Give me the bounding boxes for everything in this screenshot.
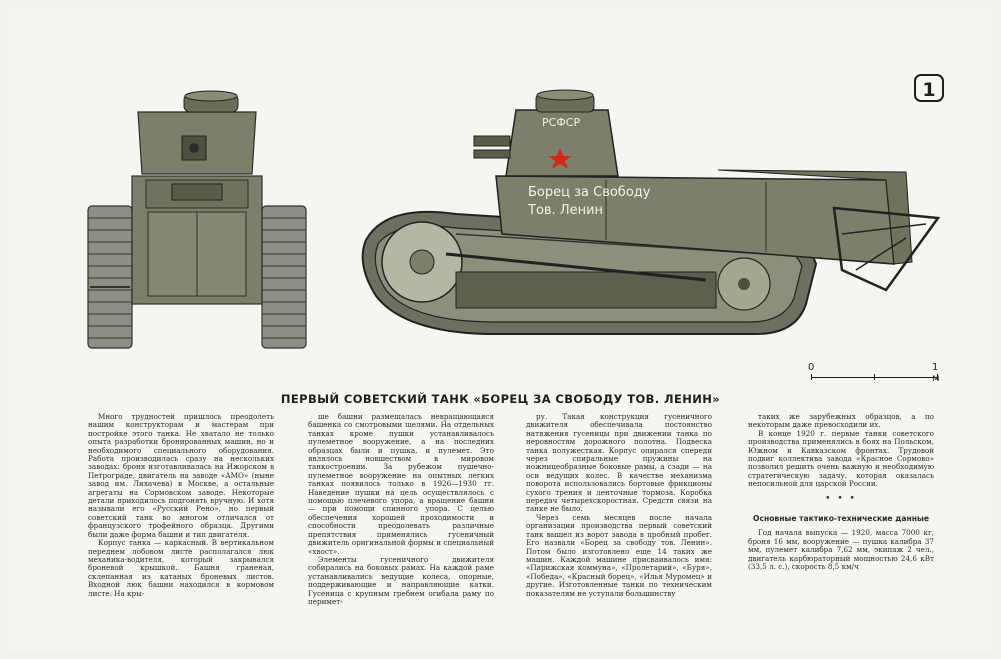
scale-bar [808,362,948,386]
paragraph: Элементы гусеничного движителя собирались на боковых рамах. На каждой раме устанавливались ведущие колеса, опорные, поддерживающие и направляющие катки. Гусеница с крупным гребнем огибала раму по перимет- [308,554,494,606]
front-turret [138,91,256,174]
paragraph: таких же зарубежных образцов, а по некоторым даже превосходили их. [748,412,934,430]
turret-marking-text: РСФСР [542,116,581,129]
tank-side-view-illustration [346,84,942,356]
text-column-2 [308,413,494,606]
scale-tick [937,374,938,380]
plate-number-badge: 1 [914,74,944,102]
specs-heading: Основные тактико-технические данные [753,514,929,524]
paragraph: ру. Такая конструкция гусеничного движителя обеспечивала постоянство натяжения гусеницы при движении танка по неровностям дорожного полотна. Подвеска танка полужесткая. Корпус опирался спереди через спиральные пружины на ножницеобразные боковые рамы, а сзади — на оси ведущих колес. В качестве механизма поворота использовались бортовые фрикционы сухого трения и ленточные тормоза. Коробка передач четырехскоростная. Средств связи на танке не было. [526,412,712,514]
paragraph: Много трудностей пришлось преодолеть нашим конструкторам и мастерам при постройке этого танка. Не хватало не только опыта разработки бронированных машин, но и необходимого специального оборудования. Работа производилась сразу на нескольких заводах: броня изготавливалась на Ижорском в Петрограде, двигатель на заводе «АМО» (ныне завод им. Лихачева) в Москве, а остальные агрегаты на Сормовском заводе. Некоторые детали приходилось подгонять вручную. И хотя называли его «Русский Рено», но первый советский танк во многом отличался от французского трофейного образца. Другими были даже форма башни и тип двигателя. [88,412,274,539]
hull-marking-line-1: Борец за Свободу [528,185,651,200]
scale-tick [811,374,812,380]
right-track [262,206,306,348]
paragraph: Через семь месяцев после начала организации производства первый советский танк вышел из ворот завода в пробный пробег. Его назвали «Борец за свободу тов. Ленин». Потом было изготовлено еще 14 таких же машин. Каждой машине присваивалось имя: «Парижская коммуна», «Пролетарий», «Буря», «Победа», «Красный борец», «Илья Муромец» и другие. Изготовленные танки по техническим показателям не уступали большинству [526,512,712,598]
paragraph: Корпус танка — каркасный. В вертикальном переднем лобовом листе располагался люк механика-водителя, который закрывался броневой крышкой. Башня граненая, склепанная из катаных броневых листов. Входной люк башни находился в кормовом листе. На кры- [88,538,274,598]
plate-sheet [8,8,993,651]
scale-end-label: 1 м [932,362,940,384]
front-hull [132,176,262,304]
hull-marking-line-2: Тов. Ленин [528,203,604,218]
scale-start-label: 0 [808,362,815,373]
page-title: ПЕРВЫЙ СОВЕТСКИЙ ТАНК «БОРЕЦ ЗА СВОБОДУ ТОВ. ЛЕНИН» [280,392,721,406]
text-column-3 [526,413,712,598]
paragraph: В конце 1920 г. первые танки советского производства применялись в боях на Польском, Южном и Кавказском фронтах. Трудовой подвиг коллектива завода «Красное Сормово» позволил решить очень важную и необходимую стратегическую задачу, которая оказалась непосильной для царской России. [748,428,934,489]
text-column-1 [88,413,274,598]
left-track [88,206,132,348]
tank-front-view-illustration [86,88,308,354]
paragraph: ше башни размещалась невращающаяся башенка со смотровыми щелями. На отдельных танках кроме пушки устанавливалось пулеметное вооружение, а на последних образцах были и пушка, и пулемет. Это являлось новшеством в мировом танкостроении. За рубежом пушечно-пулеметное вооружение на опытных легких танках появилось только в 1926—1930 гг. Наведение пушки на цель осуществлялось с помощью плечевого упора, а вращение башни — при помощи спинного упора. С целью обеспечения хорошей проходимости и способности преодолевать различные препятствия применялись гусеничный движитель оригинальной формы и специальный «хвост». [308,412,494,556]
scale-tick [874,374,875,380]
side-turret [474,90,618,176]
specs-paragraph: Год начала выпуска — 1920, масса 7000 кг, броня 16 мм, вооружение — пушка калибра 37 мм, пулемет калибра 7,62 мм, экипаж 2 чел., двигатель карбюраторный мощностью 24,6 кВт (33,5 л. с.), скорость 8,5 км/ч [748,528,934,572]
text-column-4 [748,413,934,572]
section-divider-dots: • • • [825,493,857,504]
